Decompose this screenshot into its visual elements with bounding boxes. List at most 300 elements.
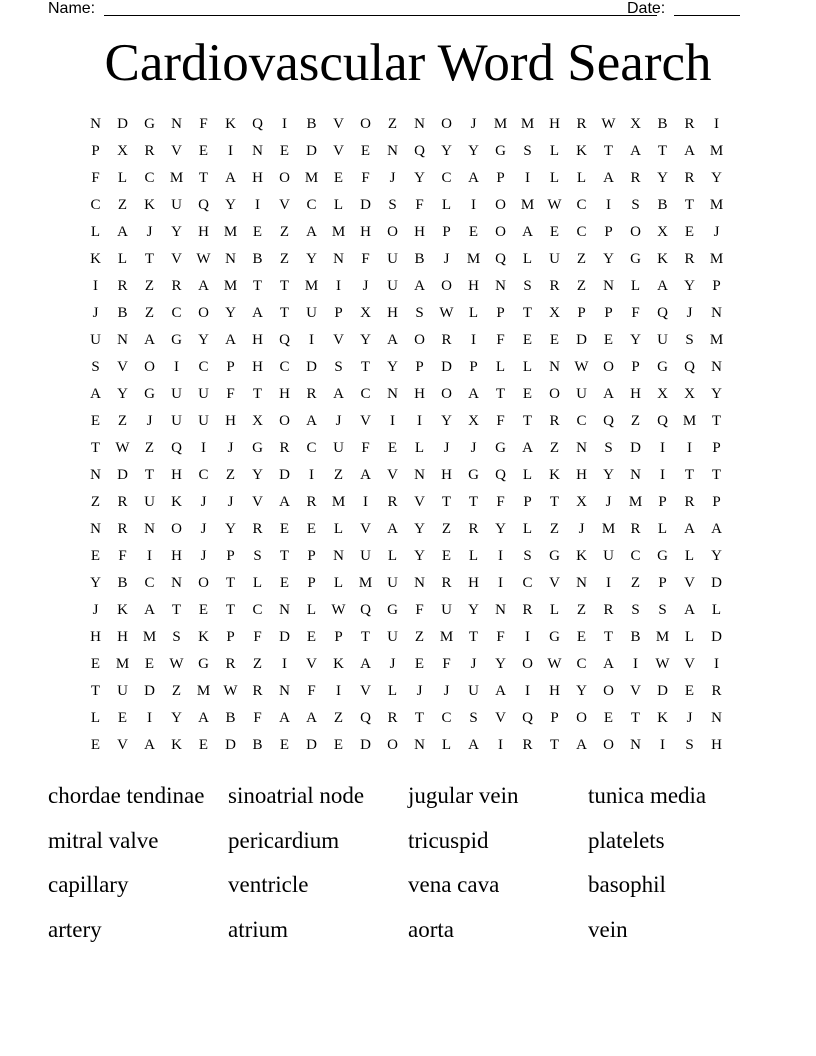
grid-cell[interactable]: P xyxy=(226,359,235,375)
grid-cell[interactable]: F xyxy=(631,305,640,321)
grid-cell[interactable]: C xyxy=(306,197,317,213)
grid-cell[interactable]: K xyxy=(171,737,182,753)
grid-cell[interactable]: P xyxy=(334,305,343,321)
grid-cell[interactable]: A xyxy=(198,710,209,726)
grid-cell[interactable]: L xyxy=(630,278,641,294)
grid-cell[interactable]: U xyxy=(171,413,182,429)
grid-cell[interactable]: P xyxy=(469,359,478,375)
grid-cell[interactable]: N xyxy=(144,521,155,537)
grid-cell[interactable]: L xyxy=(252,575,263,591)
grid-cell[interactable]: E xyxy=(360,143,371,159)
grid-cell[interactable]: Z xyxy=(144,305,155,321)
grid-cell[interactable]: V xyxy=(495,710,506,726)
grid-cell[interactable]: I xyxy=(714,116,719,132)
grid-cell[interactable]: E xyxy=(414,656,425,672)
grid-cell[interactable]: Q xyxy=(657,413,668,429)
grid-cell[interactable]: T xyxy=(198,170,209,186)
grid-cell[interactable]: O xyxy=(360,116,371,132)
grid-cell[interactable]: G xyxy=(144,116,155,132)
grid-cell[interactable]: L xyxy=(522,521,533,537)
grid-cell[interactable]: L xyxy=(495,359,506,375)
grid-cell[interactable]: H xyxy=(171,548,182,564)
grid-cell[interactable]: P xyxy=(307,548,316,564)
grid-cell[interactable]: T xyxy=(495,386,506,402)
grid-cell[interactable]: A xyxy=(522,440,533,456)
grid-cell[interactable]: M xyxy=(520,116,535,132)
grid-cell[interactable]: K xyxy=(657,251,668,267)
grid-cell[interactable]: S xyxy=(253,548,262,564)
grid-cell[interactable]: N xyxy=(549,359,560,375)
grid-cell[interactable]: Y xyxy=(495,656,506,672)
grid-cell[interactable]: Q xyxy=(495,467,506,483)
grid-cell[interactable]: Z xyxy=(279,224,290,240)
grid-cell[interactable]: E xyxy=(306,629,317,645)
grid-cell[interactable]: R xyxy=(117,494,128,510)
grid-cell[interactable]: D xyxy=(225,737,236,753)
grid-cell[interactable]: Y xyxy=(306,251,317,267)
grid-cell[interactable]: R xyxy=(144,143,155,159)
grid-cell[interactable]: D xyxy=(306,143,317,159)
grid-cell[interactable]: R xyxy=(522,737,533,753)
grid-cell[interactable]: B xyxy=(630,629,641,645)
grid-cell[interactable]: A xyxy=(387,332,398,348)
grid-cell[interactable]: M xyxy=(223,278,238,294)
grid-cell[interactable]: R xyxy=(117,521,128,537)
grid-cell[interactable]: F xyxy=(361,251,370,267)
grid-cell[interactable]: P xyxy=(226,548,235,564)
grid-cell[interactable]: U xyxy=(198,413,209,429)
grid-cell[interactable]: B xyxy=(117,575,128,591)
grid-cell[interactable]: E xyxy=(279,575,290,591)
grid-cell[interactable]: H xyxy=(630,386,641,402)
grid-cell[interactable]: R xyxy=(306,386,317,402)
grid-cell[interactable]: J xyxy=(200,494,207,510)
grid-cell[interactable]: T xyxy=(225,575,236,591)
grid-cell[interactable]: R xyxy=(387,494,398,510)
grid-cell[interactable]: S xyxy=(388,197,397,213)
grid-cell[interactable]: A xyxy=(576,737,587,753)
grid-cell[interactable]: A xyxy=(603,386,614,402)
grid-cell[interactable]: S xyxy=(334,359,343,375)
grid-cell[interactable]: M xyxy=(466,251,481,267)
grid-cell[interactable]: O xyxy=(603,683,614,699)
grid-cell[interactable]: J xyxy=(92,602,99,618)
grid-cell[interactable]: U xyxy=(144,494,155,510)
grid-cell[interactable]: R xyxy=(117,278,128,294)
grid-cell[interactable]: X xyxy=(657,386,668,402)
grid-cell[interactable]: N xyxy=(711,305,722,321)
grid-cell[interactable]: N xyxy=(171,575,182,591)
grid-cell[interactable]: K xyxy=(198,629,209,645)
grid-cell[interactable]: V xyxy=(333,332,344,348)
grid-cell[interactable]: D xyxy=(117,467,128,483)
grid-cell[interactable]: J xyxy=(713,224,720,240)
grid-cell[interactable]: A xyxy=(279,494,290,510)
grid-cell[interactable]: C xyxy=(441,170,452,186)
grid-cell[interactable]: W xyxy=(574,359,589,375)
grid-cell[interactable]: S xyxy=(523,548,532,564)
grid-cell[interactable]: H xyxy=(711,737,722,753)
grid-cell[interactable]: C xyxy=(144,170,155,186)
grid-cell[interactable]: N xyxy=(333,251,344,267)
grid-cell[interactable]: O xyxy=(603,737,614,753)
grid-cell[interactable]: V xyxy=(360,683,371,699)
grid-cell[interactable]: R xyxy=(171,278,182,294)
grid-cell[interactable]: C xyxy=(252,602,263,618)
grid-cell[interactable]: S xyxy=(469,710,478,726)
grid-cell[interactable]: E xyxy=(279,143,290,159)
grid-cell[interactable]: J xyxy=(227,494,234,510)
grid-cell[interactable]: I xyxy=(660,440,665,456)
grid-cell[interactable]: F xyxy=(415,602,424,618)
grid-cell[interactable]: M xyxy=(628,494,643,510)
grid-cell[interactable]: X xyxy=(549,305,560,321)
grid-cell[interactable]: Q xyxy=(414,143,425,159)
grid-cell[interactable]: L xyxy=(441,197,452,213)
grid-cell[interactable]: P xyxy=(577,305,586,321)
grid-cell[interactable]: D xyxy=(657,683,668,699)
grid-cell[interactable]: X xyxy=(360,305,371,321)
grid-cell[interactable]: F xyxy=(91,170,100,186)
grid-cell[interactable]: T xyxy=(90,683,101,699)
grid-cell[interactable]: O xyxy=(171,521,182,537)
grid-cell[interactable]: F xyxy=(226,386,235,402)
grid-cell[interactable]: V xyxy=(306,656,317,672)
grid-cell[interactable]: X xyxy=(117,143,128,159)
grid-cell[interactable]: T xyxy=(414,710,425,726)
grid-cell[interactable]: S xyxy=(631,197,640,213)
grid-cell[interactable]: L xyxy=(306,602,317,618)
grid-cell[interactable]: G xyxy=(495,143,506,159)
grid-cell[interactable]: L xyxy=(333,197,344,213)
grid-cell[interactable]: H xyxy=(441,467,452,483)
grid-cell[interactable]: Z xyxy=(279,251,290,267)
grid-cell[interactable]: O xyxy=(198,575,209,591)
grid-cell[interactable]: K xyxy=(171,494,182,510)
grid-cell[interactable]: N xyxy=(576,440,587,456)
grid-cell[interactable]: C xyxy=(171,305,182,321)
grid-cell[interactable]: J xyxy=(470,116,477,132)
grid-cell[interactable]: F xyxy=(361,440,370,456)
grid-cell[interactable]: J xyxy=(362,278,369,294)
grid-cell[interactable]: F xyxy=(496,332,505,348)
grid-cell[interactable]: S xyxy=(415,305,424,321)
grid-cell[interactable]: J xyxy=(470,656,477,672)
grid-cell[interactable]: H xyxy=(117,629,128,645)
grid-cell[interactable]: K xyxy=(90,251,101,267)
grid-cell[interactable]: N xyxy=(414,467,425,483)
grid-cell[interactable]: Y xyxy=(252,467,263,483)
grid-cell[interactable]: U xyxy=(441,602,452,618)
grid-cell[interactable]: A xyxy=(144,332,155,348)
grid-cell[interactable]: F xyxy=(496,413,505,429)
grid-cell[interactable]: C xyxy=(522,575,533,591)
grid-cell[interactable]: R xyxy=(387,710,398,726)
grid-cell[interactable]: Z xyxy=(576,278,587,294)
date-blank-line[interactable] xyxy=(674,15,740,16)
grid-cell[interactable]: I xyxy=(525,629,530,645)
grid-cell[interactable]: L xyxy=(414,440,425,456)
grid-cell[interactable]: O xyxy=(441,386,452,402)
grid-cell[interactable]: A xyxy=(306,710,317,726)
grid-cell[interactable]: D xyxy=(711,629,722,645)
grid-cell[interactable]: Y xyxy=(414,521,425,537)
grid-cell[interactable]: B xyxy=(225,710,236,726)
grid-cell[interactable]: A xyxy=(684,602,695,618)
grid-cell[interactable]: V xyxy=(171,251,182,267)
grid-cell[interactable]: E xyxy=(387,440,398,456)
grid-cell[interactable]: N xyxy=(630,467,641,483)
grid-cell[interactable]: Y xyxy=(387,359,398,375)
grid-cell[interactable]: R xyxy=(684,116,695,132)
grid-cell[interactable]: D xyxy=(144,683,155,699)
grid-cell[interactable]: O xyxy=(441,116,452,132)
grid-cell[interactable]: L xyxy=(90,710,101,726)
grid-cell[interactable]: P xyxy=(712,278,721,294)
grid-cell[interactable]: J xyxy=(146,413,153,429)
grid-cell[interactable]: U xyxy=(387,278,398,294)
grid-cell[interactable]: V xyxy=(279,197,290,213)
grid-cell[interactable]: R xyxy=(549,413,560,429)
grid-cell[interactable]: U xyxy=(657,332,668,348)
grid-cell[interactable]: Z xyxy=(144,278,155,294)
grid-cell[interactable]: Y xyxy=(711,170,722,186)
grid-cell[interactable]: Y xyxy=(171,224,182,240)
grid-cell[interactable]: N xyxy=(414,575,425,591)
grid-cell[interactable]: A xyxy=(468,170,479,186)
grid-cell[interactable]: K xyxy=(333,656,344,672)
grid-cell[interactable]: G xyxy=(630,251,641,267)
grid-cell[interactable]: I xyxy=(93,278,98,294)
grid-cell[interactable]: Y xyxy=(225,305,236,321)
grid-cell[interactable]: C xyxy=(441,710,452,726)
grid-cell[interactable]: V xyxy=(117,359,128,375)
grid-cell[interactable]: M xyxy=(493,116,508,132)
grid-cell[interactable]: I xyxy=(660,467,665,483)
grid-cell[interactable]: X xyxy=(684,386,695,402)
grid-cell[interactable]: E xyxy=(90,737,101,753)
grid-cell[interactable]: Z xyxy=(117,197,128,213)
grid-cell[interactable]: A xyxy=(360,656,371,672)
grid-cell[interactable]: T xyxy=(549,494,560,510)
grid-cell[interactable]: C xyxy=(198,359,209,375)
grid-cell[interactable]: X xyxy=(576,494,587,510)
grid-cell[interactable]: I xyxy=(498,548,503,564)
grid-cell[interactable]: R xyxy=(549,278,560,294)
grid-cell[interactable]: N xyxy=(279,683,290,699)
grid-cell[interactable]: L xyxy=(441,737,452,753)
grid-cell[interactable]: T xyxy=(252,278,263,294)
grid-cell[interactable]: Y xyxy=(441,413,452,429)
grid-cell[interactable]: L xyxy=(387,548,398,564)
grid-cell[interactable]: H xyxy=(225,413,236,429)
grid-cell[interactable]: W xyxy=(439,305,454,321)
grid-cell[interactable]: A xyxy=(711,521,722,537)
grid-cell[interactable]: E xyxy=(279,521,290,537)
grid-cell[interactable]: E xyxy=(252,224,263,240)
grid-cell[interactable]: P xyxy=(91,143,100,159)
grid-cell[interactable]: M xyxy=(439,629,454,645)
grid-cell[interactable]: U xyxy=(549,251,560,267)
grid-cell[interactable]: M xyxy=(304,278,319,294)
grid-cell[interactable]: E xyxy=(549,224,560,240)
grid-cell[interactable]: S xyxy=(523,278,532,294)
grid-cell[interactable]: N xyxy=(387,143,398,159)
grid-cell[interactable]: U xyxy=(171,197,182,213)
grid-cell[interactable]: L xyxy=(333,575,344,591)
grid-cell[interactable]: X xyxy=(252,413,263,429)
grid-cell[interactable]: L xyxy=(576,170,587,186)
grid-cell[interactable]: I xyxy=(525,170,530,186)
grid-cell[interactable]: A xyxy=(225,332,236,348)
grid-cell[interactable]: N xyxy=(279,602,290,618)
grid-cell[interactable]: M xyxy=(709,251,724,267)
grid-cell[interactable]: O xyxy=(144,359,155,375)
grid-cell[interactable]: J xyxy=(443,440,450,456)
grid-cell[interactable]: L xyxy=(522,251,533,267)
grid-cell[interactable]: P xyxy=(712,440,721,456)
grid-cell[interactable]: Y xyxy=(711,386,722,402)
grid-cell[interactable]: Y xyxy=(468,143,479,159)
name-blank-line[interactable] xyxy=(104,15,657,16)
grid-cell[interactable]: I xyxy=(471,197,476,213)
grid-cell[interactable]: T xyxy=(603,629,614,645)
grid-cell[interactable]: G xyxy=(198,656,209,672)
grid-cell[interactable]: H xyxy=(360,224,371,240)
grid-cell[interactable]: J xyxy=(443,251,450,267)
grid-cell[interactable]: U xyxy=(198,386,209,402)
grid-cell[interactable]: J xyxy=(92,305,99,321)
grid-cell[interactable]: M xyxy=(223,224,238,240)
grid-cell[interactable]: C xyxy=(576,413,587,429)
grid-cell[interactable]: R xyxy=(630,170,641,186)
grid-cell[interactable]: L xyxy=(117,170,128,186)
grid-cell[interactable]: B xyxy=(306,116,317,132)
grid-cell[interactable]: D xyxy=(360,737,371,753)
grid-cell[interactable]: T xyxy=(468,494,479,510)
grid-cell[interactable]: Z xyxy=(549,521,560,537)
grid-cell[interactable]: N xyxy=(117,332,128,348)
grid-cell[interactable]: A xyxy=(603,170,614,186)
grid-cell[interactable]: F xyxy=(415,197,424,213)
grid-cell[interactable]: S xyxy=(685,737,694,753)
grid-cell[interactable]: R xyxy=(441,332,452,348)
grid-cell[interactable]: W xyxy=(196,251,211,267)
grid-cell[interactable]: K xyxy=(576,143,587,159)
grid-cell[interactable]: Y xyxy=(414,548,425,564)
grid-cell[interactable]: H xyxy=(171,467,182,483)
grid-cell[interactable]: N xyxy=(90,521,101,537)
grid-cell[interactable]: O xyxy=(279,170,290,186)
grid-cell[interactable]: I xyxy=(282,656,287,672)
grid-cell[interactable]: N xyxy=(90,467,101,483)
grid-cell[interactable]: O xyxy=(198,305,209,321)
grid-cell[interactable]: A xyxy=(90,386,101,402)
grid-cell[interactable]: I xyxy=(606,197,611,213)
grid-cell[interactable]: I xyxy=(390,413,395,429)
grid-cell[interactable]: J xyxy=(389,170,396,186)
grid-cell[interactable]: N xyxy=(576,575,587,591)
grid-cell[interactable]: E xyxy=(576,629,587,645)
grid-cell[interactable]: L xyxy=(468,548,479,564)
grid-cell[interactable]: U xyxy=(387,629,398,645)
grid-cell[interactable]: E xyxy=(441,548,452,564)
grid-cell[interactable]: P xyxy=(307,575,316,591)
grid-cell[interactable]: Z xyxy=(441,521,452,537)
grid-cell[interactable]: V xyxy=(333,116,344,132)
grid-cell[interactable]: P xyxy=(334,629,343,645)
grid-cell[interactable]: K xyxy=(549,467,560,483)
grid-cell[interactable]: N xyxy=(414,737,425,753)
grid-cell[interactable]: C xyxy=(576,224,587,240)
grid-cell[interactable]: T xyxy=(144,467,155,483)
grid-cell[interactable]: M xyxy=(304,170,319,186)
grid-cell[interactable]: M xyxy=(196,683,211,699)
grid-cell[interactable]: E xyxy=(684,683,695,699)
grid-cell[interactable]: Y xyxy=(225,521,236,537)
grid-cell[interactable]: L xyxy=(117,251,128,267)
grid-cell[interactable]: T xyxy=(171,602,182,618)
grid-cell[interactable]: M xyxy=(709,332,724,348)
grid-cell[interactable]: T xyxy=(711,467,722,483)
grid-cell[interactable]: T xyxy=(657,143,668,159)
grid-cell[interactable]: J xyxy=(200,521,207,537)
grid-cell[interactable]: C xyxy=(90,197,101,213)
grid-cell[interactable]: S xyxy=(523,143,532,159)
grid-cell[interactable]: X xyxy=(657,224,668,240)
grid-cell[interactable]: A xyxy=(306,224,317,240)
grid-cell[interactable]: H xyxy=(414,386,425,402)
grid-cell[interactable]: E xyxy=(522,332,533,348)
grid-cell[interactable]: E xyxy=(198,143,209,159)
grid-cell[interactable]: O xyxy=(576,710,587,726)
grid-cell[interactable]: K xyxy=(117,602,128,618)
grid-cell[interactable]: T xyxy=(603,143,614,159)
grid-cell[interactable]: T xyxy=(684,467,695,483)
grid-cell[interactable]: H xyxy=(90,629,101,645)
grid-cell[interactable]: I xyxy=(147,710,152,726)
grid-cell[interactable]: R xyxy=(441,575,452,591)
grid-cell[interactable]: R xyxy=(576,116,587,132)
grid-cell[interactable]: L xyxy=(684,548,695,564)
grid-cell[interactable]: T xyxy=(279,548,290,564)
grid-cell[interactable]: G xyxy=(468,467,479,483)
grid-cell[interactable]: D xyxy=(306,737,317,753)
grid-cell[interactable]: W xyxy=(115,440,130,456)
grid-cell[interactable]: G xyxy=(495,440,506,456)
grid-cell[interactable]: P xyxy=(658,494,667,510)
grid-cell[interactable]: T xyxy=(549,737,560,753)
grid-cell[interactable]: P xyxy=(550,710,559,726)
grid-cell[interactable]: Y xyxy=(171,710,182,726)
grid-cell[interactable]: V xyxy=(171,143,182,159)
grid-cell[interactable]: P xyxy=(658,575,667,591)
grid-cell[interactable]: J xyxy=(578,521,585,537)
grid-cell[interactable]: I xyxy=(228,143,233,159)
grid-cell[interactable]: C xyxy=(198,467,209,483)
grid-cell[interactable]: D xyxy=(117,116,128,132)
grid-cell[interactable]: O xyxy=(387,737,398,753)
grid-cell[interactable]: X xyxy=(468,413,479,429)
grid-cell[interactable]: D xyxy=(630,440,641,456)
grid-cell[interactable]: L xyxy=(522,359,533,375)
grid-cell[interactable]: H xyxy=(252,170,263,186)
grid-cell[interactable]: Y xyxy=(198,332,209,348)
grid-cell[interactable]: A xyxy=(279,710,290,726)
grid-cell[interactable]: F xyxy=(361,170,370,186)
grid-cell[interactable]: U xyxy=(468,683,479,699)
grid-cell[interactable]: T xyxy=(684,197,695,213)
